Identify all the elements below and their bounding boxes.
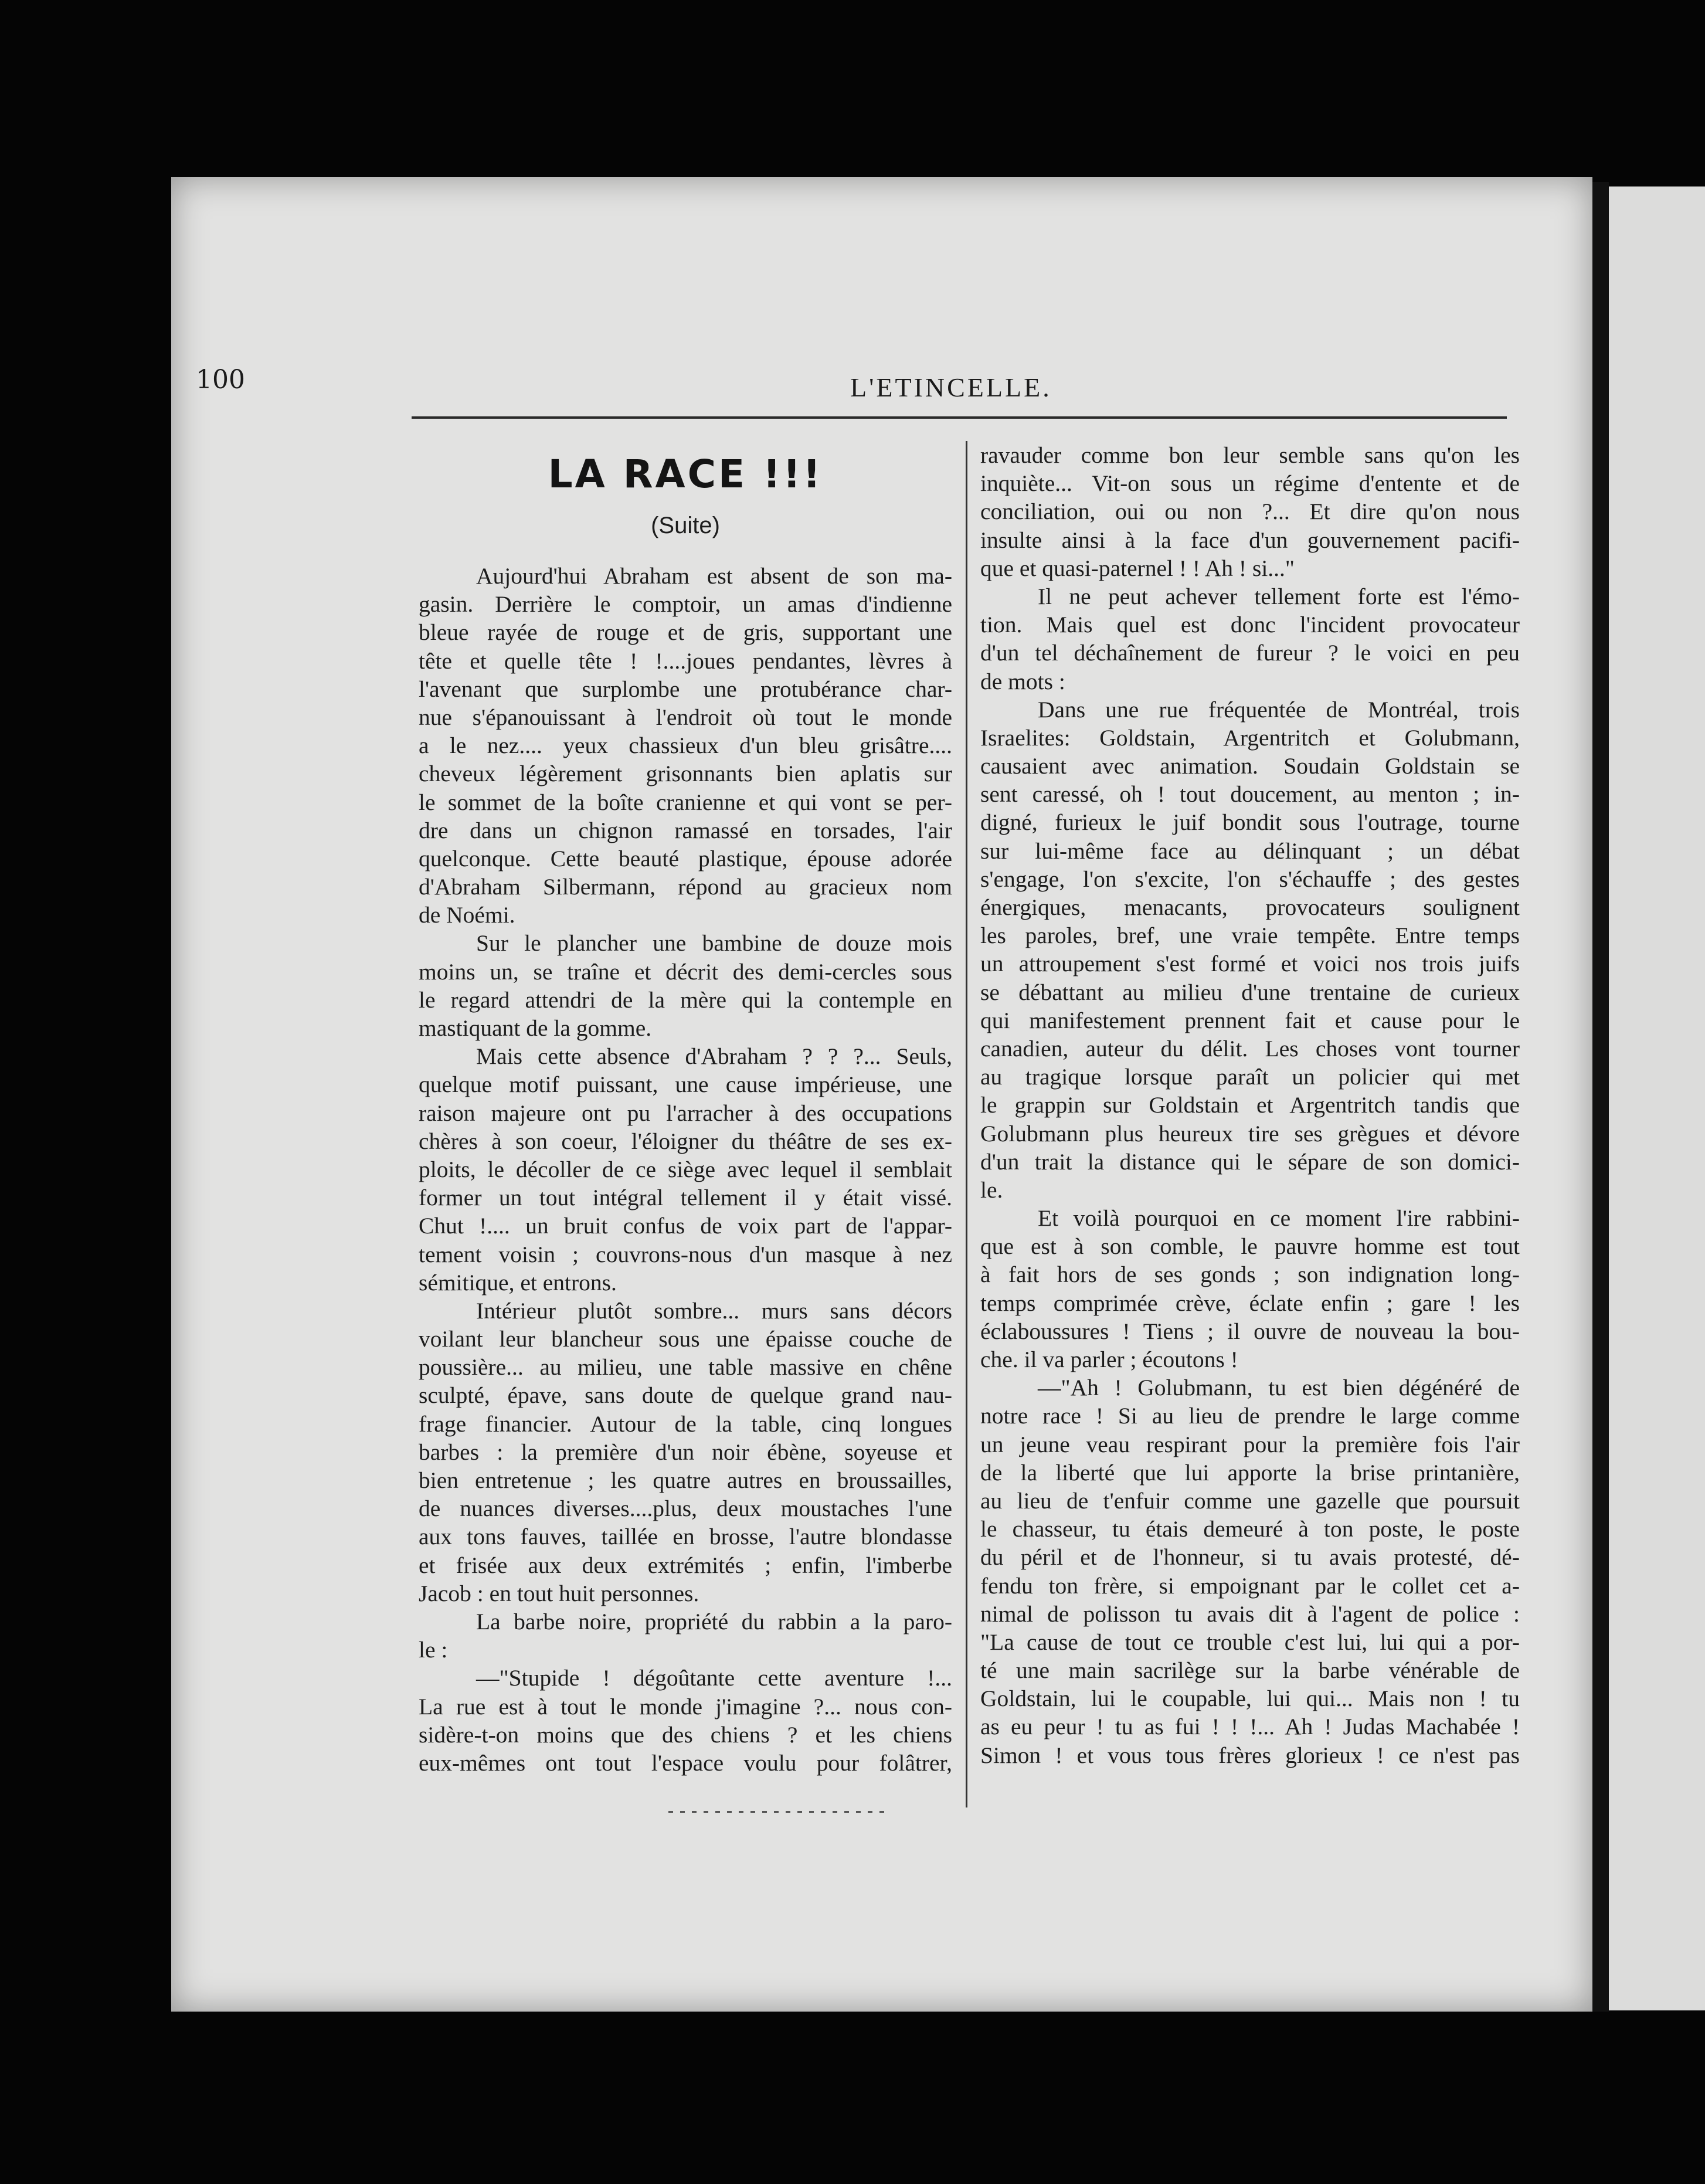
text-line: temps comprimée crève, éclate enfin ; gare ! les: [980, 1290, 1520, 1316]
text-line: quelque motif puissant, une cause impérieuse, une: [419, 1071, 952, 1098]
text-line: se débattant au milieu d'une trentaine de curieux: [980, 979, 1520, 1005]
article-title: LA RACE !!!: [548, 452, 823, 497]
text-line: tion. Mais quel est donc l'incident provocateur: [980, 612, 1520, 638]
text-line: du péril et de l'honneur, si tu avais protesté, dé-: [980, 1544, 1520, 1571]
text-line: dre dans un chignon ramassé en torsades, l'air: [419, 817, 952, 843]
text-line: tement voisin ; couvrons-nous d'un masque à nez: [419, 1241, 952, 1267]
text-line: Et voilà pourquoi en ce moment l'ire rabbini-: [1038, 1205, 1520, 1232]
text-line: Goldstain, lui le coupable, lui qui... Mais non ! tu: [980, 1686, 1520, 1712]
text-line: l'avenant que surplombe une protubérance char-: [419, 676, 952, 702]
text-line: Il ne peut achever tellement forte est l'émo-: [1038, 583, 1520, 609]
text-line: d'Abraham Silbermann, répond au gracieux nom: [419, 874, 952, 900]
article-subtitle: (Suite): [651, 513, 720, 538]
text-line: d'un tel déchaînement de fureur ? le voici en peu: [980, 640, 1520, 666]
text-line: Mais cette absence d'Abraham ? ? ?... Seuls,: [476, 1043, 952, 1070]
text-line: de la liberté que lui apporte la brise printanière,: [980, 1459, 1520, 1486]
adjacent-page: [1609, 186, 1705, 2010]
text-line: sémitique, et entrons.: [419, 1269, 617, 1296]
text-line: digné, furieux le juif bondit sous l'outrage, tourne: [980, 809, 1520, 836]
text-line: de mots :: [980, 668, 1065, 694]
text-line: éclaboussures ! Tiens ; il ouvre de nouveau la bou-: [980, 1318, 1520, 1344]
text-line: le grappin sur Goldstain et Argentritch tandis que: [980, 1092, 1520, 1118]
text-line: causaient avec animation. Soudain Goldstain se: [980, 753, 1520, 779]
text-line: chères à son coeur, l'éloigner du théâtre de ses ex-: [419, 1128, 952, 1154]
header-rule: [412, 416, 1507, 419]
text-line: voilant leur blancheur sous une épaisse couche de: [419, 1326, 952, 1352]
text-line: au tragique lorsque paraît un policier qui met: [980, 1064, 1520, 1090]
text-line: au lieu de t'enfuir comme une gazelle que poursuit: [980, 1487, 1520, 1514]
text-line: de nuances diverses....plus, deux moustaches l'une: [419, 1495, 952, 1522]
text-line: che. il va parler ; écoutons !: [980, 1347, 1238, 1372]
text-line: Golubmann plus heureux tire ses grègues et dévore: [980, 1120, 1520, 1147]
text-line: eux-mêmes ont tout l'espace voulu pour folâtrer,: [419, 1749, 952, 1776]
text-line: La barbe noire, propriété du rabbin a la paro-: [476, 1608, 952, 1634]
text-line: moins un, se traîne et décrit des demi-cercles sous: [419, 958, 952, 985]
text-line: qui manifestement prennent fait et cause pour le: [980, 1007, 1520, 1033]
text-line: ravauder comme bon leur semble sans qu'on les: [980, 442, 1520, 468]
text-line: sur lui-même face au délinquant ; un débat: [980, 837, 1520, 864]
text-line: Simon ! et vous tous frères glorieux ! ce n'est pas: [980, 1742, 1520, 1768]
text-line: que est à son comble, le pauvre homme est tout: [980, 1233, 1520, 1260]
text-line: le chasseur, tu étais demeuré à ton poste, le poste: [980, 1516, 1520, 1542]
journal-title: L'ETINCELLE.: [850, 372, 1052, 402]
column-divider: [966, 441, 967, 1807]
text-line: à fait hors de ses gonds ; son indignation long-: [980, 1261, 1520, 1288]
text-line: bleue rayée de rouge et de gris, supportant une: [419, 619, 952, 646]
text-line: insulte ainsi à la face d'un gouvernement pacifi-: [980, 527, 1520, 553]
text-line: té une main sacrilège sur la barbe vénérable de: [980, 1657, 1520, 1684]
text-line: d'un trait la distance qui le sépare de son domici-: [980, 1148, 1520, 1175]
text-line: canadien, auteur du délit. Les choses vont tourner: [980, 1035, 1520, 1062]
text-line: mastiquant de la gomme.: [419, 1015, 652, 1041]
text-line: cheveux légèrement grisonnants bien aplatis sur: [419, 761, 952, 787]
text-line: inquiète... Vit-on sous un régime d'entente et de: [980, 470, 1520, 497]
text-line: aux tons fauves, taillée en brosse, l'autre blondasse: [419, 1524, 952, 1550]
text-line: s'engage, l'on s'excite, l'on s'échauffe ; des gestes: [980, 866, 1520, 892]
text-line: Aujourd'hui Abraham est absent de son ma-: [476, 563, 952, 589]
page-edge-shadow: [1592, 182, 1609, 2012]
text-line: gasin. Derrière le comptoir, un amas d'indienne: [419, 591, 952, 618]
text-line: —"Stupide ! dégoûtante cette aventure !...: [476, 1665, 952, 1691]
text-line: barbes : la première d'un noir ébène, soyeuse et: [419, 1439, 952, 1465]
text-line: nue s'épanouissant à l'endroit où tout le monde: [419, 704, 952, 730]
text-line: le sommet de la boîte cranienne et qui vont se per-: [419, 789, 952, 815]
text-line: Jacob : en tout huit personnes.: [419, 1580, 699, 1606]
text-line: bien entretenue ; les quatre autres en broussailles,: [419, 1467, 952, 1493]
text-line: Chut !.... un bruit confus de voix part de l'appar-: [419, 1213, 952, 1239]
text-line: le.: [980, 1176, 1003, 1203]
text-line: tête et quelle tête ! !....joues pendantes, lèvres à: [419, 647, 952, 674]
text-line: conciliation, oui ou non ?... Et dire qu'on nous: [980, 498, 1520, 525]
text-line: le :: [419, 1637, 448, 1663]
text-line: Intérieur plutôt sombre... murs sans décors: [476, 1297, 952, 1324]
text-line: les paroles, bref, une vraie tempête. Entre temps: [980, 923, 1520, 949]
page-number: 100: [196, 365, 245, 395]
text-line: frage financier. Autour de la table, cinq longues: [419, 1410, 952, 1437]
text-line: notre race ! Si au lieu de prendre le large comme: [980, 1403, 1520, 1429]
text-line: que et quasi-paternel ! ! Ah ! si...": [980, 555, 1295, 581]
text-line: Sur le plancher une bambine de douze mois: [476, 930, 952, 957]
text-line: un jeune veau respirant pour la première fois l'air: [980, 1431, 1520, 1457]
text-line: Israelites: Goldstain, Argentritch et Golubmann,: [980, 724, 1520, 751]
text-line: sent caressé, oh ! tout doucement, au menton ; in-: [980, 781, 1520, 808]
text-line: a le nez.... yeux chassieux d'un bleu grisâtre....: [419, 732, 952, 759]
text-line: fendu ton frère, si empoignant par le collet cet a-: [980, 1572, 1520, 1599]
text-line: as eu peur ! tu as fui ! ! !... Ah ! Judas Machabée !: [980, 1714, 1520, 1740]
text-line: nimal de polisson tu avais dit à l'agent de police :: [980, 1600, 1520, 1627]
text-line: un attroupement s'est formé et voici nos trois juifs: [980, 951, 1520, 977]
left-column: [419, 562, 952, 1777]
footer-ornament: [668, 1811, 891, 1813]
text-line: La rue est à tout le monde j'imagine ?... nous con-: [419, 1693, 952, 1720]
right-column: [980, 441, 1520, 1769]
text-line: poussière... au milieu, une table massive en chêne: [419, 1354, 952, 1381]
text-line: Dans une rue fréquentée de Montréal, trois: [1038, 696, 1520, 723]
text-line: raison majeure ont pu l'arracher à des occupations: [419, 1100, 952, 1126]
text-line: sidère-t-on moins que des chiens ? et les chiens: [419, 1721, 952, 1748]
text-line: quelconque. Cette beauté plastique, épouse adorée: [419, 845, 952, 871]
text-line: former un tout intégral tellement il y était vissé.: [419, 1185, 952, 1211]
text-line: le regard attendri de la mère qui la contemple en: [419, 986, 952, 1013]
text-line: de Noémi.: [419, 902, 515, 928]
text-line: "La cause de tout ce trouble c'est lui, lui qui a por-: [980, 1629, 1520, 1655]
text-line: sculpté, épave, sans doute de quelque grand nau-: [419, 1382, 952, 1409]
text-line: —"Ah ! Golubmann, tu est bien dégénéré de: [1038, 1375, 1520, 1401]
text-line: et frisée aux deux extrémités ; enfin, l'imberbe: [419, 1552, 952, 1578]
text-line: ploits, le décoller de ce siège avec lequel il semblait: [419, 1156, 952, 1182]
text-line: énergiques, menacants, provocateurs soulignent: [980, 894, 1520, 920]
